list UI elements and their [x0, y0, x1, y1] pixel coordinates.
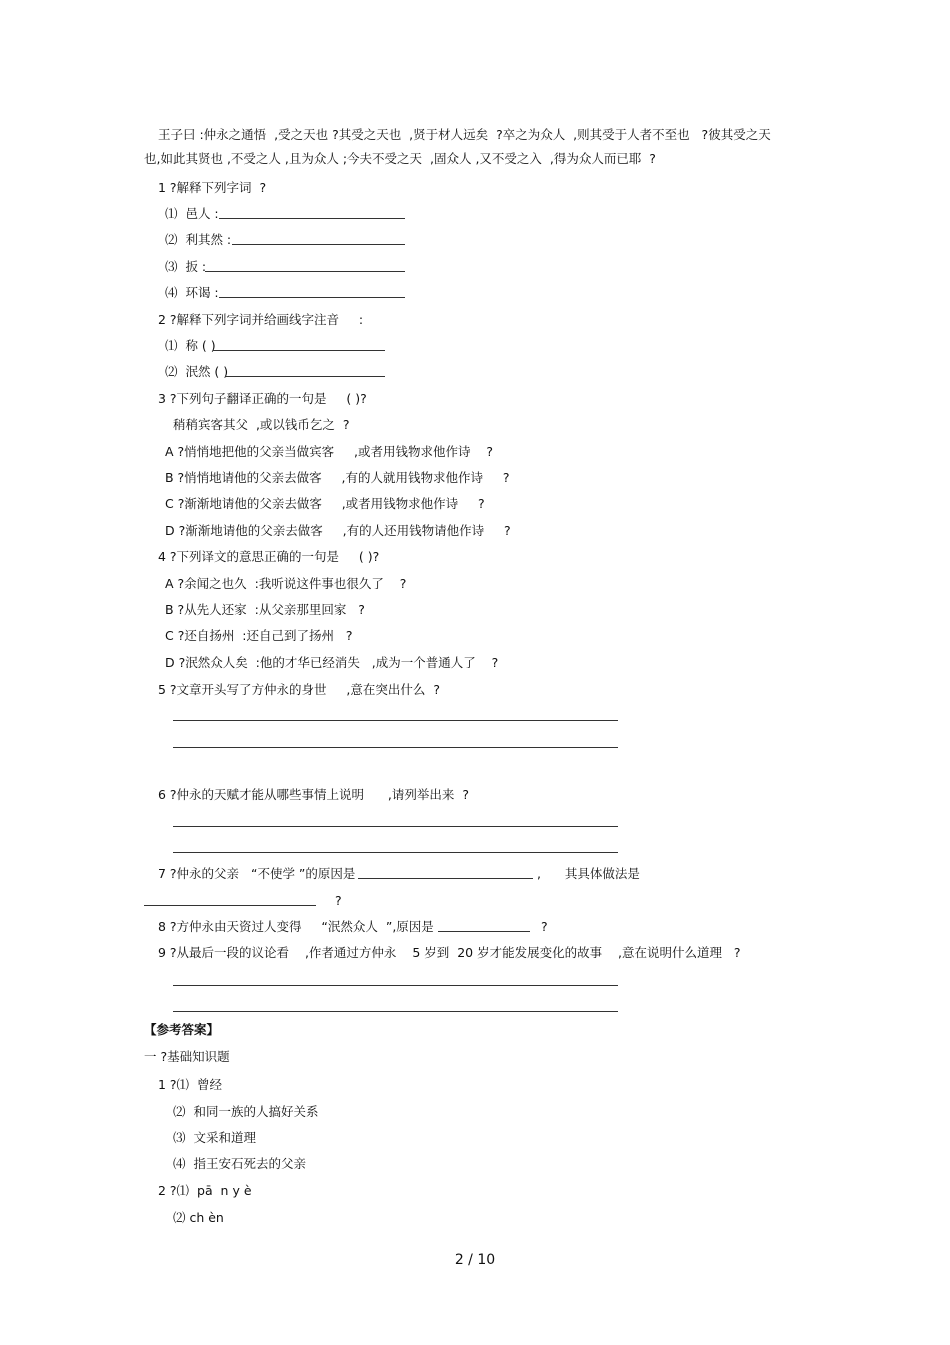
q9-answer-line-2[interactable] — [173, 1011, 618, 1012]
q1-answer-line-4[interactable] — [219, 297, 405, 298]
q2-stem: 2 ?解释下列字词并给画线字注音 : — [158, 312, 364, 327]
q1-item-1: ⑴ 邑人 : — [165, 206, 219, 221]
q6-answer-line-1[interactable] — [173, 826, 618, 827]
q9-answer-line-1[interactable] — [173, 985, 618, 986]
q7-stem-b: , 其具体做法是 — [537, 866, 640, 881]
q8-stem: 8 ?方仲永由天资过人变得 “泯然众人 ”,原因是 — [158, 919, 434, 934]
answer-2-2: ⑵ ch èn — [173, 1210, 224, 1225]
q1-answer-line-2[interactable] — [232, 244, 405, 245]
q1-stem: 1 ?解释下列字词 ? — [158, 180, 267, 195]
q8-answer-line[interactable] — [438, 931, 530, 932]
q7-answer-line-2[interactable] — [144, 905, 316, 906]
q5-stem: 5 ?文章开头写了方仲永的身世 ,意在突出什么 ? — [158, 682, 440, 697]
q1-item-3: ⑶ 扳 : — [165, 259, 207, 274]
answer-1-4: ⑷ 指王安石死去的父亲 — [173, 1156, 306, 1171]
answers-section-title: 一 ?基础知识题 — [144, 1049, 230, 1064]
q7-end: ? — [335, 893, 342, 908]
q2-item-2: ⑵ 泯然 ( ) — [165, 364, 229, 379]
q3-sentence: 稍稍宾客其父 ,或以钱币乞之 ? — [173, 417, 350, 432]
answer-2-1: 2 ?⑴ pā n y è — [158, 1183, 252, 1198]
q4-option-b[interactable]: B ?从先人还家 :从父亲那里回家 ? — [165, 602, 365, 617]
answers-heading: 【参考答案】 — [144, 1022, 220, 1037]
q5-answer-line-1[interactable] — [173, 720, 618, 721]
passage-line-2: 也,如此其贤也 ,不受之人 ,且为众人 ;今夫不受之天 ,固众人 ,又不受之入 ,得为众人而已耶 ? — [144, 151, 656, 166]
q7-stem-a: 7 ?仲永的父亲 “不使学 ”的原因是 — [158, 866, 356, 881]
q4-option-d[interactable]: D ?泯然众人矣 :他的才华已经消失 ,成为一个普通人了 ? — [165, 655, 499, 670]
answer-1-1: 1 ?⑴ 曾经 — [158, 1077, 223, 1092]
q1-item-4: ⑷ 环谒 : — [165, 285, 219, 300]
passage-line-1: 王子曰 :仲永之通悟 ,受之天也 ?其受之天也 ,贤于材人远矣 ?卒之为众人 ,则其受于人者不至也 ?彼其受之天 — [158, 127, 771, 142]
q2-answer-line-1[interactable] — [213, 350, 385, 351]
q1-item-2: ⑵ 利其然 : — [165, 232, 232, 247]
q6-answer-line-2[interactable] — [173, 852, 618, 853]
q2-answer-line-2[interactable] — [226, 376, 385, 377]
q1-answer-line-1[interactable] — [219, 218, 405, 219]
q5-answer-line-2[interactable] — [173, 747, 618, 748]
q4-stem: 4 ?下列译文的意思正确的一句是 ( )? — [158, 549, 380, 564]
q4-option-c[interactable]: C ?还自扬州 :还自己到了扬州 ? — [165, 628, 353, 643]
q3-stem: 3 ?下列句子翻译正确的一句是 ( )? — [158, 391, 367, 406]
q9-stem: 9 ?从最后一段的议论看 ,作者通过方仲永 5 岁到 20 岁才能发展变化的故事 ,意在说明什么道理 ? — [158, 945, 741, 960]
q7-answer-line-1[interactable] — [358, 878, 533, 879]
answer-1-3: ⑶ 文采和道理 — [173, 1130, 256, 1145]
q3-option-c[interactable]: C ?渐渐地请他的父亲去做客 ,或者用钱物求他作诗 ? — [165, 496, 485, 511]
q3-option-d[interactable]: D ?渐渐地请他的父亲去做客 ,有的人还用钱物请他作诗 ? — [165, 523, 511, 538]
q8-end: ? — [541, 919, 548, 934]
q3-option-a[interactable]: A ?悄悄地把他的父亲当做宾客 ,或者用钱物求他作诗 ? — [165, 444, 494, 459]
q2-item-1: ⑴ 称 ( ) — [165, 338, 216, 353]
answer-1-2: ⑵ 和同一族的人搞好关系 — [173, 1104, 319, 1119]
page-number: 2 / 10 — [454, 1252, 496, 1268]
q1-answer-line-3[interactable] — [205, 271, 405, 272]
q4-option-a[interactable]: A ?余闻之也久 :我听说这件事也很久了 ? — [165, 576, 407, 591]
q6-stem: 6 ?仲永的天赋才能从哪些事情上说明 ,请列举出来 ? — [158, 787, 469, 802]
q3-option-b[interactable]: B ?悄悄地请他的父亲去做客 ,有的人就用钱物求他作诗 ? — [165, 470, 510, 485]
